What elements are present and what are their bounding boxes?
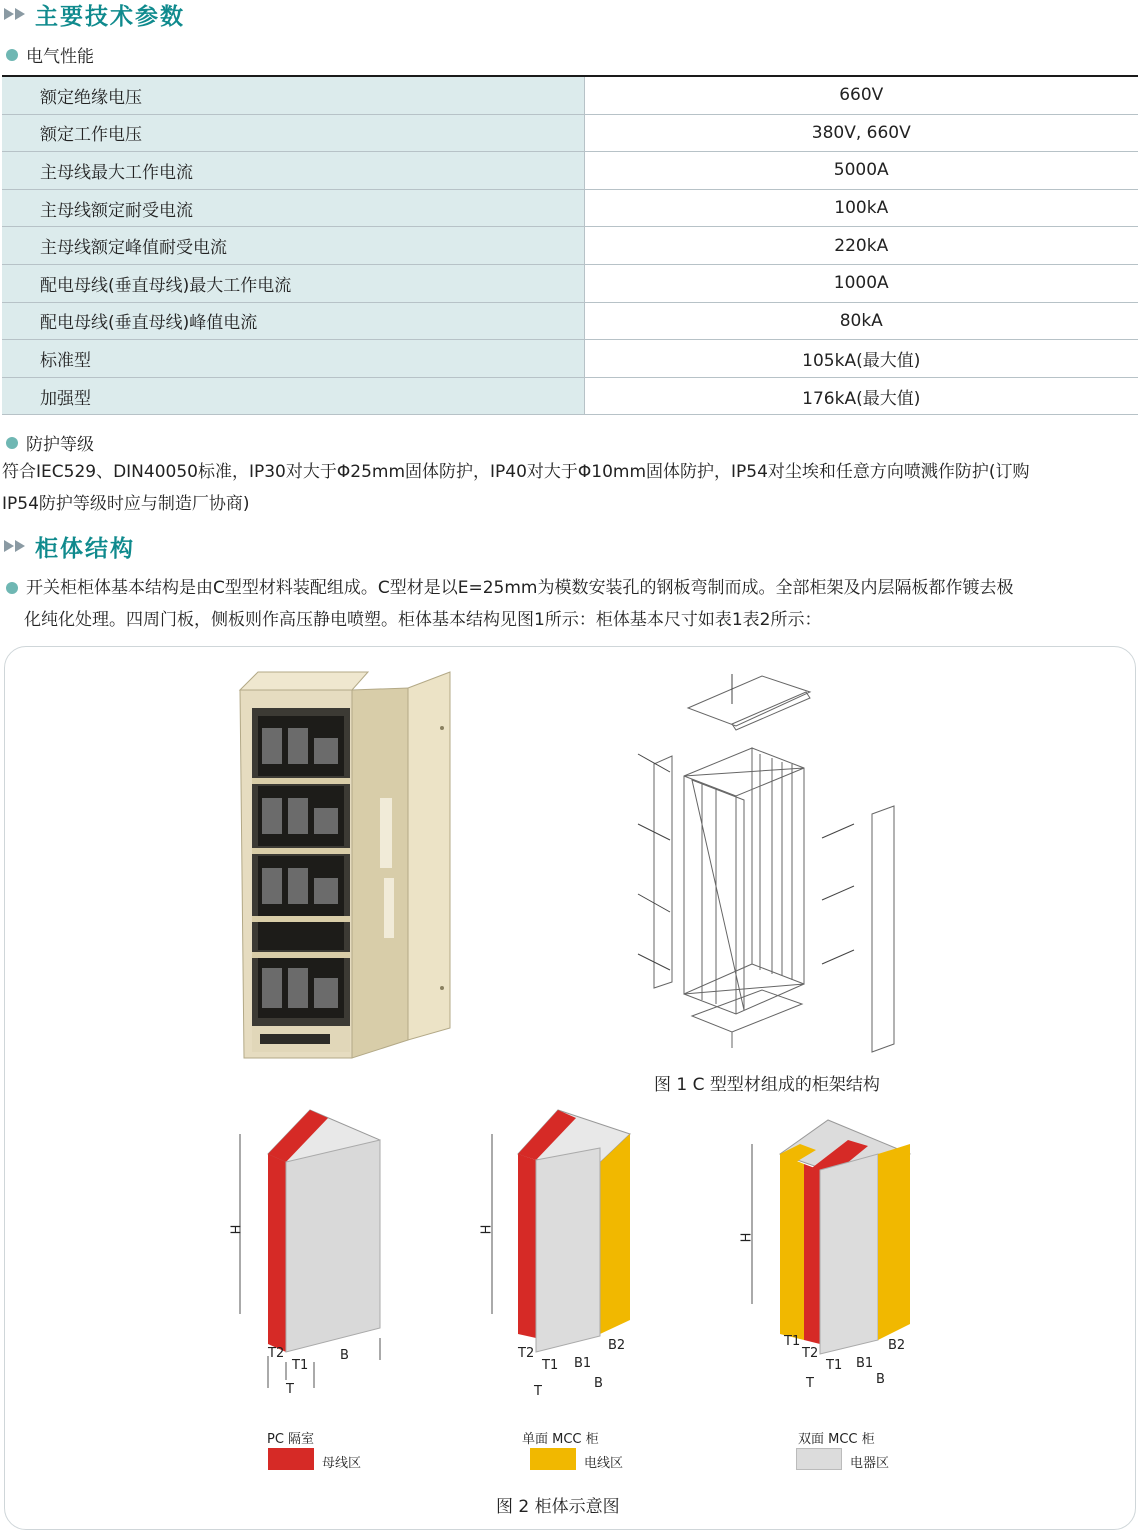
legend-swatch-busbar — [268, 1448, 314, 1470]
legend-swatch-wire — [530, 1448, 576, 1470]
param-value: 5000A — [584, 152, 1138, 190]
param-label: 额定工作电压 — [2, 114, 584, 152]
section-title-params — [4, 0, 185, 30]
table-row — [2, 302, 1138, 340]
parameters-table — [2, 75, 1138, 415]
dim-B2-2: B2 — [608, 1338, 626, 1353]
dim-B-1: B — [340, 1348, 349, 1363]
dim-B-3: B — [876, 1372, 885, 1387]
dim-H-1: H — [229, 1224, 245, 1235]
figure1-caption: 图 1 C 型型材组成的柜架结构 — [654, 1075, 880, 1095]
table-row — [2, 76, 1138, 114]
protection-heading-text: 防护等级 — [26, 435, 94, 455]
param-label: 配电母线(垂直母线)峰值电流 — [2, 302, 584, 340]
dim-B2-3: B2 — [888, 1338, 906, 1353]
dim-T1-1: T1 — [292, 1358, 309, 1373]
pc-cabinet-drawing — [240, 1110, 380, 1388]
param-label: 主母线额定耐受电流 — [2, 189, 584, 227]
double-arrow-icon — [4, 540, 25, 552]
legend-swatch-device — [796, 1448, 842, 1470]
dim-H-2: H — [479, 1224, 495, 1235]
param-label: 配电母线(垂直母线)最大工作电流 — [2, 264, 584, 302]
protection-heading — [6, 430, 94, 455]
dim-T-1: T — [286, 1382, 294, 1397]
cabinet-label-single-mcc: 单面 MCC 柜 — [522, 1432, 599, 1447]
double-arrow-icon — [4, 8, 25, 20]
structure-text-line2: 化纯化处理。四周门板，侧板则作高压静电喷塑。柜体基本结构见图1所示：柜体基本尺寸如表1表2所示： — [24, 610, 822, 630]
table-row — [2, 227, 1138, 265]
bullet-dot-icon — [6, 49, 18, 61]
dim-T2-3: T2 — [802, 1346, 819, 1361]
table-row — [2, 264, 1138, 302]
cabinet-label-pc: PC 隔室 — [267, 1432, 315, 1447]
table-row — [2, 114, 1138, 152]
bullet-dot-icon — [6, 437, 18, 449]
dim-T1-3a: T1 — [784, 1334, 801, 1349]
single-mcc-cabinet-drawing — [492, 1110, 630, 1352]
table-row — [2, 152, 1138, 190]
param-value: 176kA(最大值) — [584, 377, 1138, 415]
dim-T-2: T — [534, 1384, 542, 1399]
bullet-dot-icon — [6, 582, 18, 594]
section-title-text: 主要技术参数 — [35, 3, 185, 30]
legend-label-wire: 电线区 — [584, 1456, 624, 1471]
param-value: 380V, 660V — [584, 114, 1138, 152]
param-value: 660V — [584, 76, 1138, 114]
param-label: 额定绝缘电压 — [2, 76, 584, 114]
dim-B1-3: B1 — [856, 1356, 874, 1371]
double-mcc-cabinet-drawing — [752, 1120, 910, 1354]
table-row — [2, 377, 1138, 415]
electrical-heading — [6, 42, 94, 67]
table-row — [2, 340, 1138, 378]
param-value: 220kA — [584, 227, 1138, 265]
figure2-caption: 图 2 柜体示意图 — [496, 1497, 620, 1517]
protection-text-line1: 符合IEC529、DIN40050标准，IP30对大于Φ25mm固体防护，IP40对大于Φ10mm固体防护，IP54对尘埃和任意方向喷溅作防护(订购 — [2, 462, 1030, 482]
param-label: 主母线最大工作电流 — [2, 152, 584, 190]
dim-T-3: T — [806, 1376, 814, 1391]
param-value: 1000A — [584, 264, 1138, 302]
dim-B-2: B — [594, 1376, 603, 1391]
dim-B1-2: B1 — [574, 1356, 592, 1371]
param-value: 105kA(最大值) — [584, 340, 1138, 378]
dim-T2-2: T2 — [518, 1346, 535, 1361]
dim-T2-1: T2 — [268, 1346, 285, 1361]
cabinet-label-double-mcc: 双面 MCC 柜 — [798, 1432, 875, 1447]
section-title-text: 柜体结构 — [35, 535, 135, 562]
cabinet-photo — [232, 668, 454, 1064]
param-label: 标准型 — [2, 340, 584, 378]
legend-label-busbar: 母线区 — [322, 1456, 362, 1471]
table-row — [2, 189, 1138, 227]
param-value: 100kA — [584, 189, 1138, 227]
section-title-structure — [4, 530, 135, 562]
protection-text-line2: IP54防护等级时应与制造厂协商) — [2, 494, 250, 514]
dim-T1-2: T1 — [542, 1358, 559, 1373]
electrical-heading-text: 电气性能 — [26, 47, 94, 67]
dim-H-3: H — [739, 1232, 755, 1243]
legend-label-device: 电器区 — [850, 1456, 890, 1471]
frame-exploded-drawing — [632, 664, 898, 1056]
param-label: 主母线额定峰值耐受电流 — [2, 227, 584, 265]
param-value: 80kA — [584, 302, 1138, 340]
param-label: 加强型 — [2, 377, 584, 415]
structure-text-line1: 开关柜柜体基本结构是由C型型材料装配组成。C型材是以E=25mm为模数安装孔的钢板弯制而成。全部柜架及内层隔板都作镀去极 — [26, 578, 1014, 598]
dim-T1-3b: T1 — [826, 1358, 843, 1373]
structure-text — [6, 572, 1013, 604]
